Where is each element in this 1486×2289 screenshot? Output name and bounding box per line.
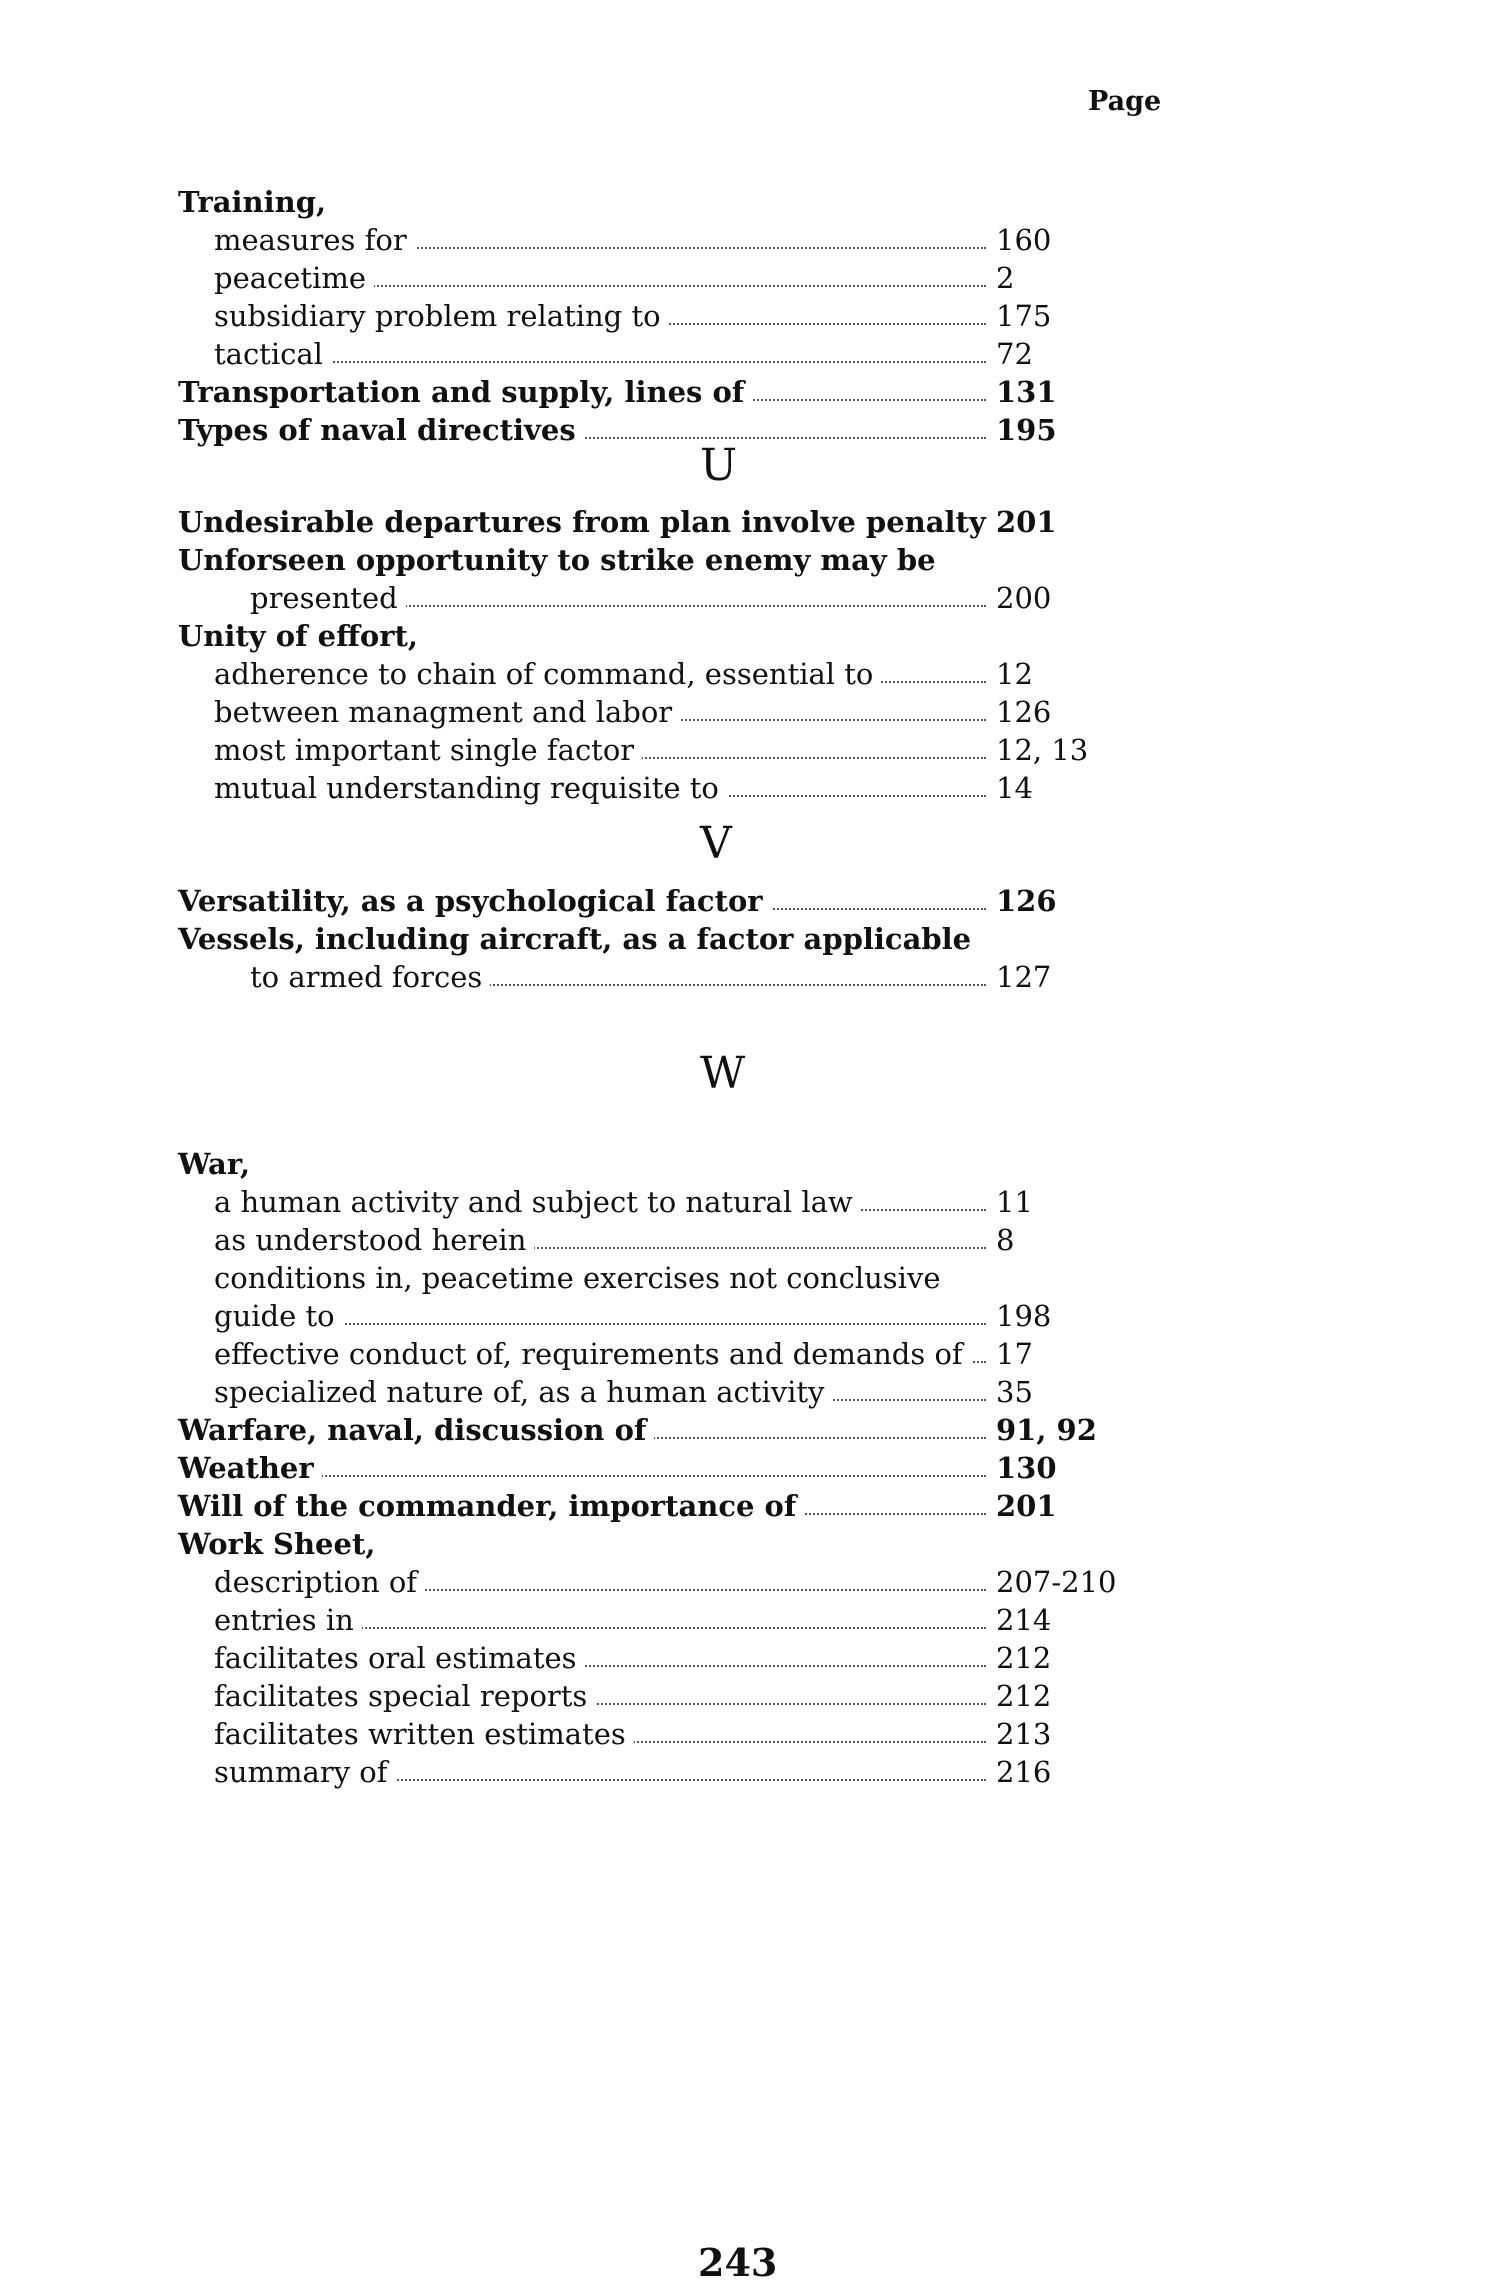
entry-label: to armed forces [250,958,490,996]
entry-label: a human activity and subject to natural law [214,1183,861,1221]
index-entry [214,1639,1486,1677]
entry-label: Unity of effort, [178,617,426,655]
entry-page-ref: 72 [996,337,1033,371]
entry-label: most important single factor [214,731,642,769]
entry-page-ref: 126 [996,695,1052,729]
entry-page-ref: 207-210 [996,1565,1117,1599]
index-entry [178,1525,1486,1563]
entry-page-ref: 201 [996,1489,1057,1523]
section-letter: V [700,818,732,869]
entry-label: Transportation and supply, lines of [178,373,752,411]
index-entry [214,221,1486,259]
entry-page-ref: 12 [996,657,1033,691]
entry-page-ref: 212 [996,1641,1052,1675]
entry-page-ref: 91, 92 [996,1413,1097,1447]
entry-label: mutual understanding requisite to [214,769,727,807]
index-entry [214,1753,1486,1791]
page-number: 243 [698,2240,778,2285]
entry-label: War, [178,1145,258,1183]
entry-page-ref: 198 [996,1299,1052,1333]
entry-page-ref: 130 [996,1451,1057,1485]
entry-page-ref: 35 [996,1375,1033,1409]
entry-label: facilitates written estimates [214,1715,634,1753]
entry-page-ref: 11 [996,1185,1033,1219]
entry-page-ref: 127 [996,960,1052,994]
entry-page-ref: 131 [996,375,1057,409]
entry-label: Training, [178,183,334,221]
index-entry [178,373,1486,411]
entry-label: entries in [214,1601,362,1639]
index-entry [178,1487,1486,1525]
entry-page-ref: 175 [996,299,1052,333]
index-entry [214,1373,1486,1411]
index-entry [178,1145,1486,1183]
index-entry [178,1449,1486,1487]
index-entry [178,503,1486,541]
entry-label: effective conduct of, requirements and demands of [214,1335,971,1373]
index-entry [214,1259,1486,1297]
entry-page-ref: 216 [996,1755,1052,1789]
entry-label: Will of the commander, importance of [178,1487,804,1525]
entry-label: peacetime [214,259,374,297]
entry-label: Versatility, as a psychological factor [178,882,771,920]
entry-page-ref: 213 [996,1717,1052,1751]
index-entry [214,655,1486,693]
entry-page-ref: 12, 13 [996,733,1089,767]
index-entry [214,1677,1486,1715]
entry-label: Vessels, including aircraft, as a factor applicable [178,920,979,958]
entry-page-ref: 8 [996,1223,1015,1257]
index-entry [214,1183,1486,1221]
entry-label: description of [214,1563,425,1601]
entry-label: subsidiary problem relating to [214,297,669,335]
entry-page-ref: 195 [996,413,1057,447]
index-entry [178,617,1486,655]
index-entry [214,1221,1486,1259]
entry-page-ref: 160 [996,223,1052,257]
index-entry [214,1335,1486,1373]
index-entry [214,297,1486,335]
entry-label: Unforseen opportunity to strike enemy may be [178,541,944,579]
entry-label: between managment and labor [214,693,680,731]
entry-label: Weather [178,1449,322,1487]
entry-label: measures for [214,221,415,259]
entry-page-ref: 200 [996,581,1052,615]
entry-label: tactical [214,335,331,373]
index-entry [214,1297,1486,1335]
index-entry [178,882,1486,920]
section-letter: W [700,1048,746,1099]
entry-page-ref: 17 [996,1337,1033,1371]
entry-label: guide to [214,1297,343,1335]
entry-label: specialized nature of, as a human activity [214,1373,832,1411]
entry-label: Warfare, naval, discussion of [178,1411,654,1449]
entry-label: summary of [214,1753,396,1791]
entry-page-ref: 214 [996,1603,1052,1637]
index-entry [214,1601,1486,1639]
entry-label: Types of naval directives [178,411,584,449]
index-entry [214,693,1486,731]
entry-page-ref: 14 [996,771,1033,805]
index-entry [178,1411,1486,1449]
entry-label: Work Sheet, [178,1525,383,1563]
entry-label: facilitates oral estimates [214,1639,585,1677]
index-entry [178,541,1486,579]
index-entry [250,958,1486,996]
index-entry [250,579,1486,617]
entry-label: adherence to chain of command, essential to [214,655,881,693]
entry-page-ref: 126 [996,884,1057,918]
index-entry [214,1715,1486,1753]
index-entry [178,920,1486,958]
index-entry [214,769,1486,807]
entry-label: presented [250,579,406,617]
entry-label: conditions in, peacetime exercises not conclusive [214,1259,949,1297]
entry-label: facilitates special reports [214,1677,595,1715]
entry-label: as understood herein [214,1221,534,1259]
entry-label: Undesirable departures from plan involve penalty [178,503,994,541]
section-letter: U [700,440,738,491]
entry-page-ref: 201 [996,505,1057,539]
index-entry [178,411,1486,449]
entry-page-ref: 2 [996,261,1015,295]
index-entry [178,183,1486,221]
entry-page-ref: 212 [996,1679,1052,1713]
page-header-label: Page [1088,86,1162,117]
index-entry [214,335,1486,373]
index-entry [214,1563,1486,1601]
index-entry [214,731,1486,769]
index-entry [214,259,1486,297]
